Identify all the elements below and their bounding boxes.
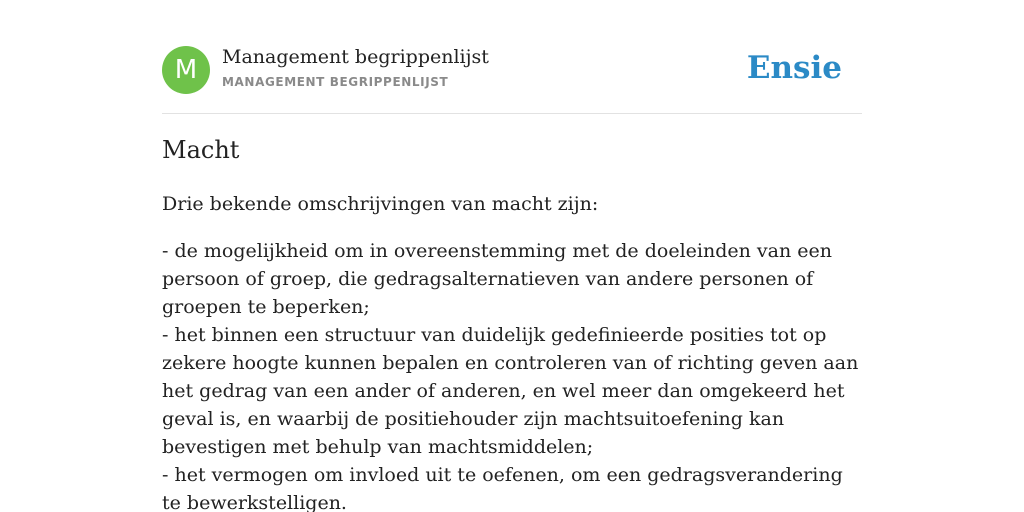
source-subtitle[interactable]: MANAGEMENT BEGRIPPENLIJST — [222, 75, 449, 89]
definition-intro: Drie bekende omschrijvingen van macht zijn: — [162, 193, 599, 215]
source-avatar[interactable]: M — [162, 46, 210, 94]
definition-list — [162, 237, 862, 512]
header-divider — [162, 113, 862, 114]
definition-item-1: - de mogelijkheid om in overeenstemming met de doeleinden van een persoon of groep, die gedragsalternatieven van andere personen of groepen te beperken; — [162, 240, 832, 318]
definition-item-3: - het vermogen om invloed uit te oefenen, om een gedragsverandering te bewerkstelligen. — [162, 464, 843, 512]
source-title[interactable]: Management begrippenlijst — [222, 46, 489, 68]
term-title: Macht — [162, 136, 240, 164]
definition-item-2: - het binnen een structuur van duidelijk gedefinieerde posities tot op zekere hoogte kunnen bepalen en controleren van of richting geven aan het gedrag van een ander of anderen, en wel meer dan omgekeerd het geval is, en waarbij de positiehouder zijn machtsuitoefening kan bevestigen met behulp van machtsmiddelen; — [162, 324, 859, 458]
ensie-logo[interactable]: Ensie — [746, 50, 842, 86]
header — [162, 46, 862, 96]
